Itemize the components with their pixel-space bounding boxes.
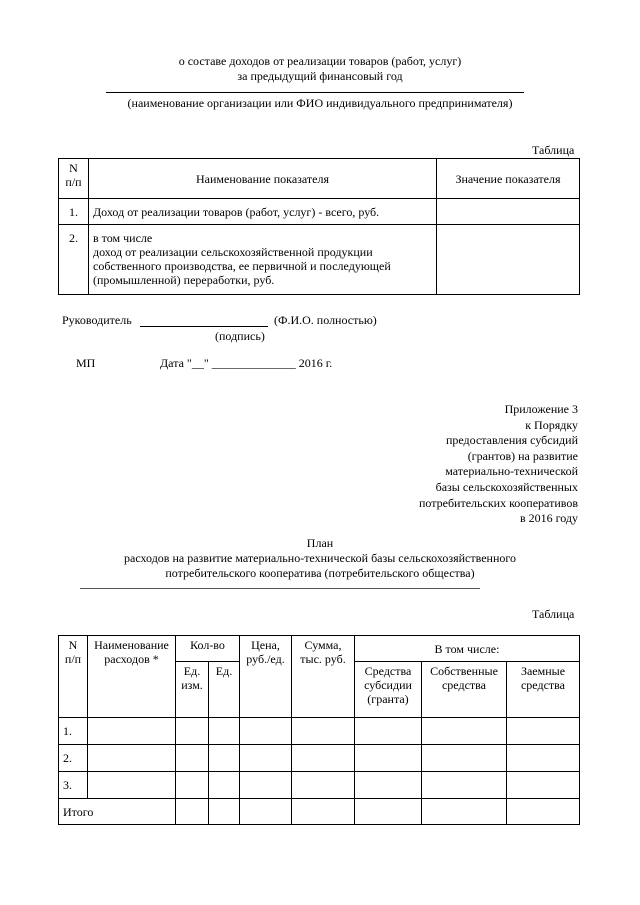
- col-sum-line: тыс. руб.: [300, 652, 346, 666]
- plan-title-block: [0, 536, 640, 581]
- appendix-line: к Порядку: [525, 417, 578, 432]
- col-own-line: средства: [441, 678, 486, 692]
- table-row: [59, 718, 580, 745]
- head-label: Руководитель: [62, 313, 132, 327]
- row-value: [437, 199, 580, 225]
- col-unit-qty-header: Ед.: [209, 662, 240, 718]
- col-loan-funds-header: [507, 662, 580, 718]
- row-num: 1.: [59, 718, 88, 745]
- row-name-line: (промышленной) переработки, руб.: [93, 273, 275, 287]
- header-line1: о составе доходов от реализации товаров (работ, услуг): [178, 54, 462, 68]
- total-label: Итого: [59, 799, 176, 825]
- row-name-line: в том числе: [93, 231, 153, 245]
- total-row: [59, 799, 580, 825]
- appendix-line: потребительских кооперативов: [418, 495, 578, 510]
- table1-caption: Таблица: [532, 143, 575, 157]
- row-name-line: доход от реализации сельскохозяйственной продукции: [93, 245, 373, 259]
- row-value: [437, 225, 580, 295]
- row-name: [89, 225, 437, 295]
- col-subsidy-line: (гранта): [367, 692, 409, 706]
- table-row: [59, 199, 580, 225]
- cooperative-name-line: [80, 588, 480, 589]
- row-num: 2.: [59, 745, 88, 772]
- col-name-header: Наименование показателя: [89, 159, 437, 199]
- col-sum-header: [292, 636, 355, 718]
- org-name-line: [106, 92, 524, 93]
- plan-line2: потребительского кооператива (потребительского общества): [165, 566, 475, 580]
- appendix-line: в 2016 году: [519, 511, 578, 526]
- col-unit-line: изм.: [181, 678, 203, 692]
- col-loan-line: средства: [520, 678, 565, 692]
- col-loan-line: Заемные: [520, 664, 566, 678]
- col-including-header: В том числе:: [355, 636, 580, 662]
- col-price-header: [240, 636, 292, 718]
- col-name-line: Наименование: [94, 638, 169, 652]
- appendix-line: предоставления субсидий: [445, 433, 578, 448]
- report-header: [0, 54, 640, 84]
- fio-caption: (Ф.И.О. полностью): [274, 313, 377, 327]
- col-sum-line: Сумма,: [304, 638, 342, 652]
- col-unit-line: Ед.: [183, 664, 201, 678]
- row-num: 3.: [59, 772, 88, 799]
- col-own-funds-header: [422, 662, 507, 718]
- col-subsidy-header: [355, 662, 422, 718]
- col-price-line: руб./ед.: [246, 652, 285, 666]
- plan-line1: расходов на развитие материально-технической базы сельскохозяйственного: [124, 551, 516, 565]
- col-num-header: N п/п: [59, 636, 88, 718]
- row-num: 1.: [59, 199, 89, 225]
- col-value-header: Значение показателя: [437, 159, 580, 199]
- header-line2: за предыдущий финансовый год: [237, 69, 403, 83]
- table-row: [59, 772, 580, 799]
- table-row: [59, 745, 580, 772]
- seal-label: МП: [76, 356, 96, 370]
- org-caption: (наименование организации или ФИО индивидуального предпринимателя): [127, 96, 513, 110]
- date-field: Дата "__" ______________ 2016 г.: [160, 356, 333, 370]
- table2-caption: Таблица: [532, 607, 575, 621]
- appendix-line: базы сельскохозяйственных: [435, 479, 578, 494]
- col-unit-header: [176, 662, 209, 718]
- appendix-line: (грантов) на развитие: [467, 448, 578, 463]
- col-own-line: Собственные: [430, 664, 498, 678]
- col-price-line: Цена,: [251, 638, 280, 652]
- table-row: [59, 225, 580, 295]
- signature-line: [140, 326, 268, 327]
- col-name-line: расходов *: [104, 652, 159, 666]
- appendix-line: материально-технической: [445, 464, 578, 479]
- signature-caption: (подпись): [215, 329, 265, 343]
- col-num-header: N п/п: [59, 159, 89, 199]
- col-name-header: [88, 636, 176, 718]
- appendix-line: Приложение 3: [504, 402, 578, 416]
- row-name: Доход от реализации товаров (работ, услуг) - всего, руб.: [89, 199, 437, 225]
- col-subsidy-line: субсидии: [364, 678, 412, 692]
- expense-plan-table: [58, 635, 580, 825]
- income-table: [58, 158, 580, 295]
- col-qty-header: Кол-во: [176, 636, 240, 662]
- row-name-line: собственного производства, ее первичной и последующей: [93, 259, 391, 273]
- row-num: 2.: [59, 225, 89, 295]
- table-header-row: [59, 159, 580, 199]
- table-header-row: [59, 636, 580, 662]
- appendix-header: [419, 402, 578, 527]
- col-subsidy-line: Средства: [364, 664, 412, 678]
- plan-title: План: [306, 536, 334, 550]
